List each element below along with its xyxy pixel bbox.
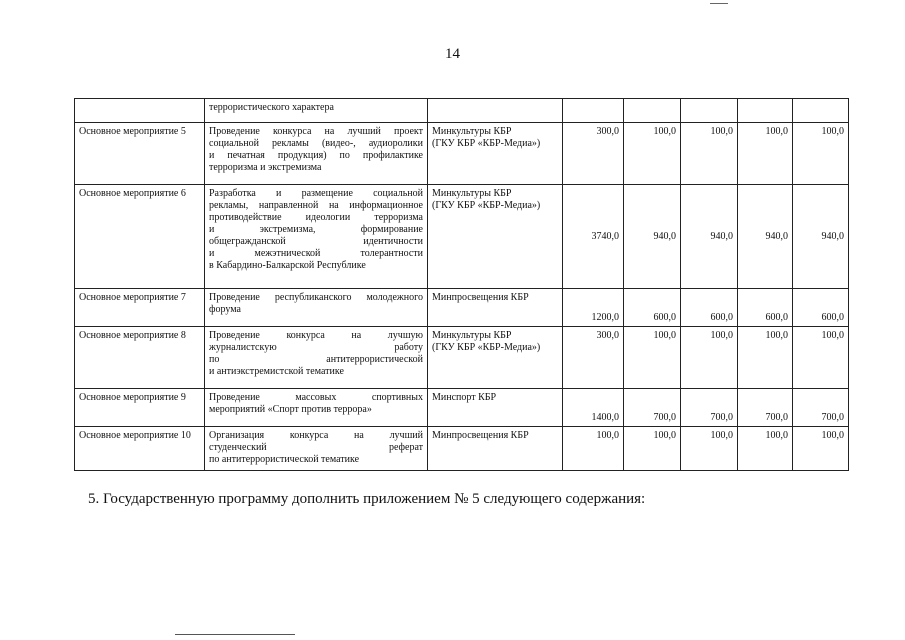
description-line: и печатная продукция) по профилактике	[209, 150, 423, 161]
executor-cell	[428, 389, 563, 427]
description-line: и межэтнической толерантности	[209, 248, 423, 259]
funding-value-cell	[681, 99, 738, 123]
activity-name-cell: Основное мероприятие 5	[75, 123, 205, 185]
funding-value-cell: 1200,0	[563, 289, 624, 327]
executor-line: (ГКУ КБР «КБР-Медиа»)	[432, 200, 541, 211]
funding-value-cell: 600,0	[624, 289, 681, 327]
page-number: 14	[445, 46, 460, 62]
executor-line: Минкультуры КБР	[432, 188, 512, 199]
funding-value-cell: 1400,0	[563, 389, 624, 427]
description-line: в Кабардино-Балкарской Республике	[209, 260, 366, 271]
executor-line: Минпросвещения КБР	[432, 430, 529, 441]
table-row	[75, 327, 849, 389]
funding-value-cell: 100,0	[738, 427, 793, 471]
activity-name-cell: Основное мероприятие 6	[75, 185, 205, 289]
funding-value-cell: 100,0	[563, 427, 624, 471]
description-line: рекламы, направленной на информационное	[209, 200, 423, 211]
activity-description-cell	[205, 427, 428, 471]
description-line: по антитеррористической	[209, 354, 423, 365]
executor-cell	[428, 99, 563, 123]
activity-name-cell: Основное мероприятие 9	[75, 389, 205, 427]
funding-value-cell: 600,0	[738, 289, 793, 327]
table-row	[75, 185, 849, 289]
funding-value-cell	[738, 99, 793, 123]
description-line: по антитеррористической тематике	[209, 454, 360, 465]
funding-value-cell: 700,0	[738, 389, 793, 427]
description-line: журналистскую работу	[209, 342, 423, 353]
funding-value-cell	[793, 99, 849, 123]
funding-value-cell: 100,0	[793, 427, 849, 471]
funding-value-cell: 940,0	[624, 185, 681, 289]
table-row	[75, 289, 849, 327]
activity-description-cell	[205, 123, 428, 185]
executor-line: (ГКУ КБР «КБР-Медиа»)	[432, 138, 541, 149]
funding-value-cell: 100,0	[681, 327, 738, 389]
executor-line: Минкультуры КБР	[432, 126, 512, 137]
activity-name-cell	[75, 99, 205, 123]
funding-value-cell: 600,0	[681, 289, 738, 327]
amendment-paragraph: 5. Государственную программу дополнить приложением № 5 следующего содержания:	[88, 491, 646, 507]
executor-line: (ГКУ КБР «КБР-Медиа»)	[432, 342, 541, 353]
funding-value-cell: 940,0	[793, 185, 849, 289]
executor-cell	[428, 289, 563, 327]
executor-cell	[428, 427, 563, 471]
executor-cell	[428, 123, 563, 185]
activity-name-cell: Основное мероприятие 7	[75, 289, 205, 327]
funding-value-cell: 600,0	[793, 289, 849, 327]
funding-value-cell: 700,0	[793, 389, 849, 427]
funding-value-cell: 100,0	[681, 123, 738, 185]
activity-description-cell	[205, 389, 428, 427]
table-row	[75, 123, 849, 185]
description-line: и экстремизма, формирование	[209, 224, 423, 235]
description-line: Организация конкурса на лучший	[209, 430, 423, 441]
description-line: форума	[209, 304, 241, 315]
activity-name-cell: Основное мероприятие 8	[75, 327, 205, 389]
activity-description-cell	[205, 99, 428, 123]
description-line: и антиэкстремистской тематике	[209, 366, 344, 377]
description-line: мероприятий «Спорт против террора»	[209, 404, 372, 415]
table-row	[75, 389, 849, 427]
funding-value-cell: 100,0	[793, 123, 849, 185]
executor-line: Минкультуры КБР	[432, 330, 512, 341]
description-line: Проведение конкурса на лучшую	[209, 330, 423, 341]
table-row	[75, 427, 849, 471]
table-row	[75, 99, 849, 123]
table-body	[75, 99, 849, 471]
description-line: социальной рекламы (видео-, аудиоролики	[209, 138, 423, 149]
funding-value-cell: 100,0	[738, 327, 793, 389]
executor-cell	[428, 185, 563, 289]
activity-description-cell	[205, 185, 428, 289]
funding-value-cell: 700,0	[624, 389, 681, 427]
description-line: Проведение конкурса на лучший проект	[209, 126, 423, 137]
activity-description-cell	[205, 327, 428, 389]
funding-value-cell: 100,0	[681, 427, 738, 471]
program-activities-table	[74, 98, 849, 471]
funding-value-cell	[624, 99, 681, 123]
footnote-rule	[175, 634, 295, 635]
funding-value-cell: 940,0	[681, 185, 738, 289]
funding-value-cell: 300,0	[563, 327, 624, 389]
scan-mark	[710, 0, 728, 4]
description-line: Проведение массовых спортивных	[209, 392, 423, 403]
funding-value-cell: 3740,0	[563, 185, 624, 289]
description-line: общегражданской идентичности	[209, 236, 423, 247]
description-line: противодействие идеологии терроризма	[209, 212, 423, 223]
description-line: студенческий реферат	[209, 442, 423, 453]
funding-value-cell: 100,0	[624, 327, 681, 389]
funding-value-cell: 940,0	[738, 185, 793, 289]
executor-line: Минпросвещения КБР	[432, 292, 529, 303]
description-line: терроризма и экстремизма	[209, 162, 322, 173]
funding-value-cell: 100,0	[738, 123, 793, 185]
funding-value-cell: 300,0	[563, 123, 624, 185]
funding-value-cell: 100,0	[624, 123, 681, 185]
funding-value-cell: 100,0	[793, 327, 849, 389]
description-line: террористического характера	[209, 102, 334, 113]
executor-cell	[428, 327, 563, 389]
description-line: Разработка и размещение социальной	[209, 188, 423, 199]
funding-value-cell: 100,0	[624, 427, 681, 471]
activity-name-cell: Основное мероприятие 10	[75, 427, 205, 471]
funding-value-cell: 700,0	[681, 389, 738, 427]
description-line: Проведение республиканского молодежного	[209, 292, 423, 303]
activity-description-cell	[205, 289, 428, 327]
executor-line: Минспорт КБР	[432, 392, 497, 403]
funding-value-cell	[563, 99, 624, 123]
